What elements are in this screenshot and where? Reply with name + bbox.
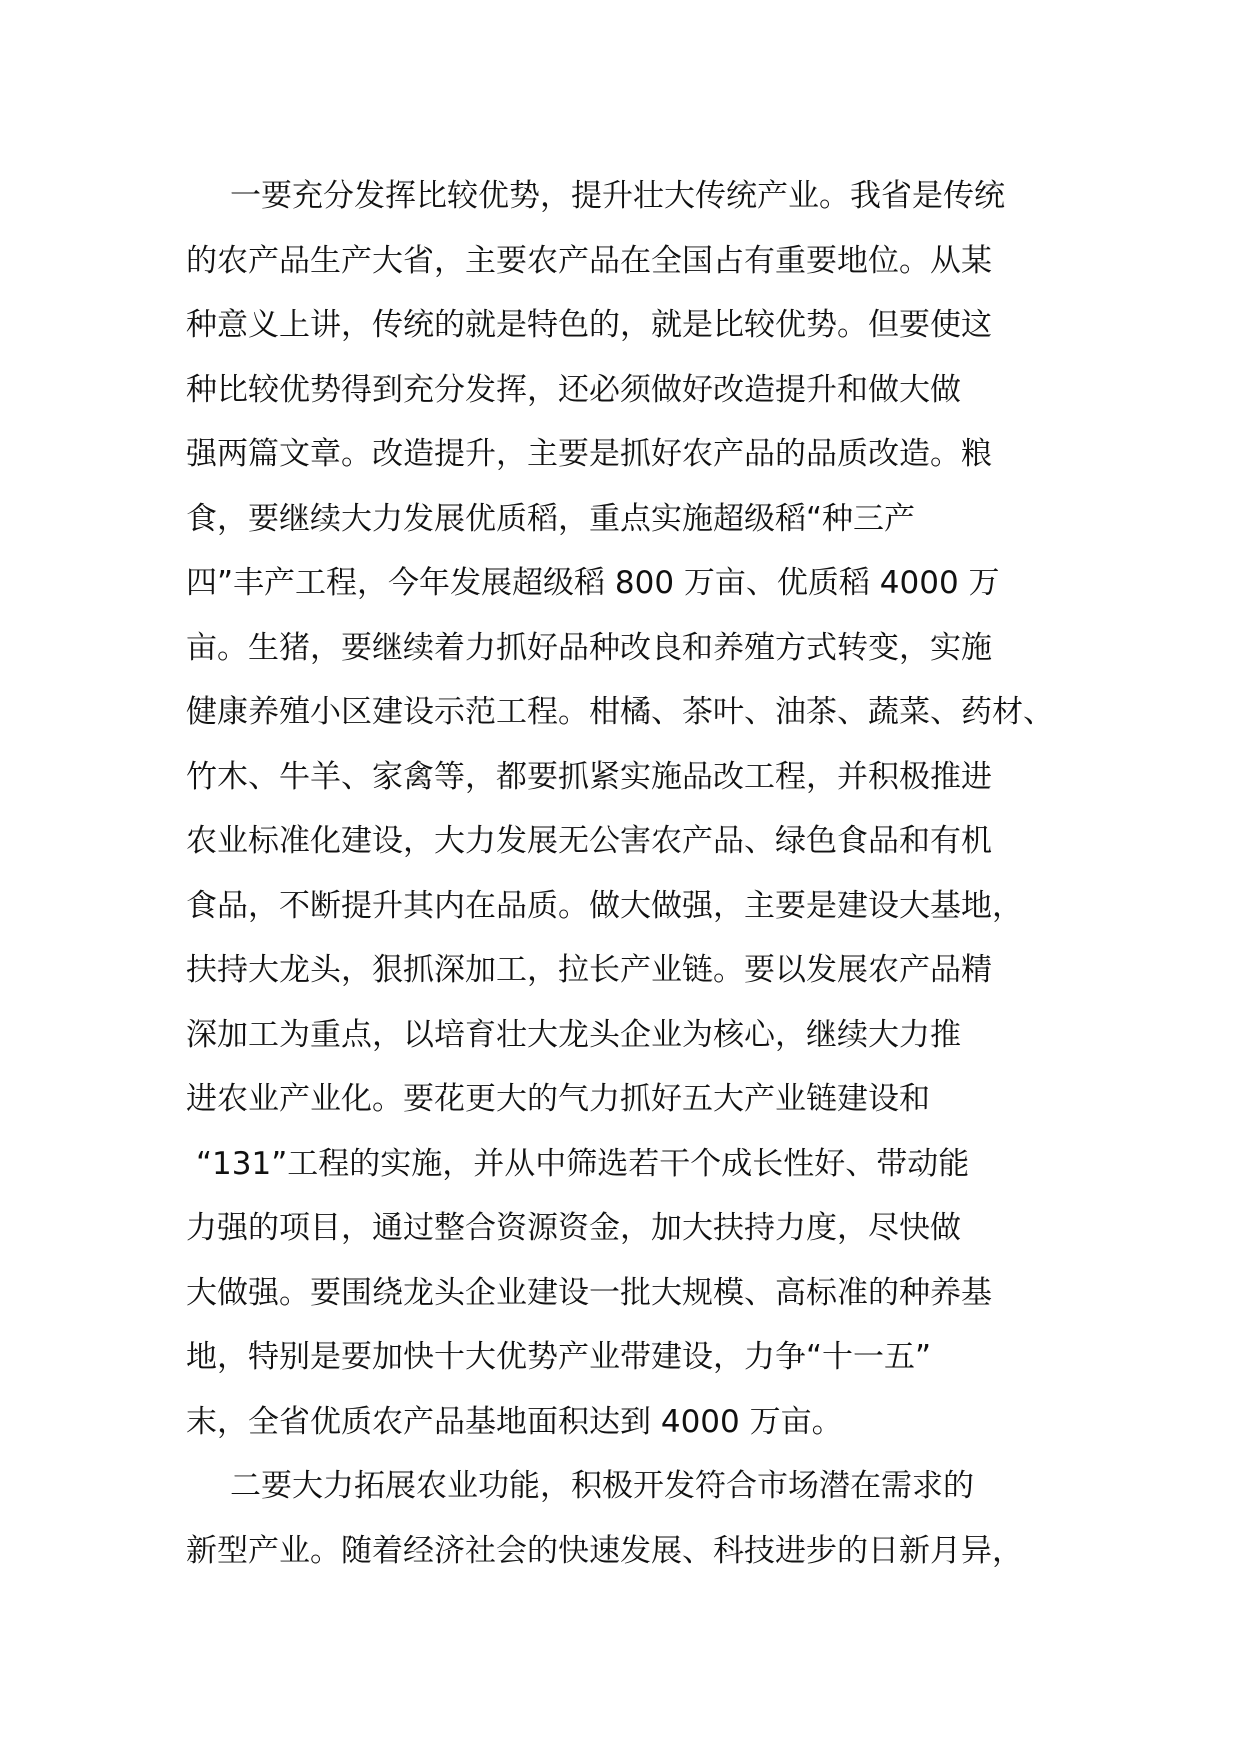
paragraph-1-line-16: “131”工程的实施，并从中筛选若干个成长性好、带动能 [196, 1145, 970, 1182]
paragraph-2-line-2: 新型产业。随着经济社会的快速发展、科技进步的日新月异， [186, 1532, 1023, 1569]
paragraph-1-line-6: 食，要继续大力发展优质稻，重点实施超级稻“种三产 [186, 500, 916, 537]
paragraph-1-line-17: 力强的项目，通过整合资源资金，加大扶持力度，尽快做 [186, 1210, 961, 1246]
body-text [186, 164, 1086, 1583]
paragraph-1-line-5: 强两篇文章。改造提升，主要是抓好农产品的品质改造。粮 [186, 436, 992, 472]
paragraph-1-line-4: 种比较优势得到充分发挥，还必须做好改造提升和做大做 [186, 371, 961, 408]
paragraph-1-line-15: 进农业产业化。要花更大的气力抓好五大产业链建设和 [186, 1081, 930, 1117]
paragraph-1-line-18: 大做强。要围绕龙头企业建设一批大规模、高标准的种养基 [186, 1274, 992, 1311]
paragraph-1-line-19: 地，特别是要加快十大优势产业带建设，力争“十一五” [186, 1339, 932, 1375]
paragraph-1-line-1: 一要充分发挥比较优势，提升壮大传统产业。我省是传统 [230, 178, 1005, 214]
paragraph-1-line-2: 的农产品生产大省，主要农产品在全国占有重要地位。从某 [186, 242, 992, 279]
paragraph-1-line-12: 食品，不断提升其内在品质。做大做强，主要是建设大基地， [186, 887, 1023, 924]
paragraph-1-line-8: 亩。生猪，要继续着力抓好品种改良和养殖方式转变，实施 [186, 629, 992, 666]
paragraph-2-line-1: 二要大力拓展农业功能，积极开发符合市场潜在需求的 [230, 1468, 974, 1504]
paragraph-1-line-3: 种意义上讲，传统的就是特色的，就是比较优势。但要使这 [186, 307, 992, 343]
paragraph-1-line-10: 竹木、牛羊、家禽等，都要抓紧实施品改工程，并积极推进 [186, 758, 992, 795]
paragraph-1-line-11: 农业标准化建设，大力发展无公害农产品、绿色食品和有机 [186, 823, 992, 859]
paragraph-1-line-7: 四”丰产工程，今年发展超级稻 800 万亩、优质稻 4000 万 [186, 565, 1000, 601]
paragraph-1-line-13: 扶持大龙头，狠抓深加工，拉长产业链。要以发展农产品精 [186, 952, 992, 988]
paragraph-1-line-9: 健康养殖小区建设示范工程。柑橘、茶叶、油茶、蔬菜、药材、 [186, 694, 1054, 730]
paragraph-1-line-20: 末，全省优质农产品基地面积达到 4000 万亩。 [186, 1403, 843, 1440]
paragraph-1-line-14: 深加工为重点，以培育壮大龙头企业为核心，继续大力推 [186, 1016, 961, 1053]
